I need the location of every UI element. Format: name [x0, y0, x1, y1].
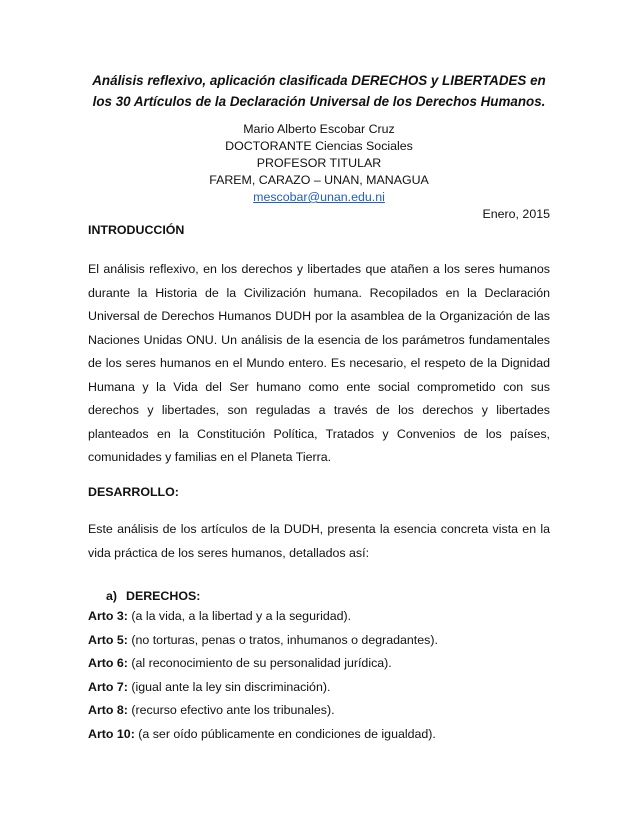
derechos-list — [88, 605, 550, 746]
list-item — [88, 605, 550, 629]
document-date: Enero, 2015 — [482, 207, 550, 221]
author-role-2: PROFESOR TITULAR — [256, 156, 382, 170]
article-text: (no torturas, penas o tratos, inhumanos o degradantes). — [127, 632, 438, 647]
introduccion-heading: INTRODUCCIÓN — [88, 223, 185, 237]
derechos-heading-text: DERECHOS: — [126, 589, 201, 603]
author-email-link[interactable]: mescobar@unan.edu.ni — [253, 190, 385, 204]
article-text: (recurso efectivo ante los tribunales). — [127, 703, 335, 717]
author-affiliation: FAREM, CARAZO – UNAN, MANAGUA — [209, 173, 429, 187]
article-label: Arto 8: — [88, 703, 128, 717]
introduccion-paragraph: El análisis reflexivo, en los derechos y libertades que atañen a los seres humanos durante la Historia de la Civilización humana. Recopilados en la Declaración Universal de Derechos Humanos DUDH por la asamblea de la Organización de las Naciones Unidas ONU. Un análisis de la esencia de los parámetros fundamentales de los seres humanos en el Mundo entero. Es necesario, el respeto de la Dignidad Humana y la Vida del Ser humano como ente social comprometido con sus derechos y libertades, son reguladas a través de los derechos y libertades planteados en la Constitución Política, Tratados y Convenios de los países, comunidades y familias en el Planeta Tierra. — [88, 262, 550, 464]
desarrollo-heading: DESARROLLO: — [88, 485, 179, 499]
list-item — [88, 676, 550, 700]
author-name: Mario Alberto Escobar Cruz — [243, 122, 395, 136]
author-role-1: DOCTORANTE Ciencias Sociales — [225, 139, 413, 153]
article-text: (igual ante la ley sin discriminación). — [127, 679, 331, 694]
document-title — [88, 70, 550, 112]
article-label: Arto 5: — [88, 632, 128, 647]
document-page — [88, 0, 550, 826]
article-label: Arto 10: — [88, 726, 135, 741]
author-block — [88, 121, 550, 206]
title-line-2: los 30 Artículos de la Declaración Universal de los Derechos Humanos. — [92, 94, 546, 109]
list-item — [88, 699, 550, 723]
title-line-1: Análisis reflexivo, aplicación clasificada DERECHOS y LIBERTADES en — [92, 73, 546, 88]
list-item — [88, 723, 550, 747]
article-text: (a la vida, a la libertad y a la seguridad). — [127, 609, 352, 623]
derechos-heading — [106, 588, 200, 605]
article-text: (a ser oído públicamente en condiciones de igualdad). — [134, 726, 436, 741]
list-item — [88, 629, 550, 653]
desarrollo-paragraph: Este análisis de los artículos de la DUDH, presenta la esencia concreta vista en la vida práctica de los seres humanos, detallados así: — [88, 522, 550, 560]
derechos-list-marker: a) — [106, 589, 118, 603]
article-label: Arto 7: — [88, 679, 128, 694]
list-item — [88, 652, 550, 676]
article-label: Arto 3: — [88, 609, 128, 623]
article-text: (al reconocimiento de su personalidad jurídica). — [127, 656, 392, 670]
article-label: Arto 6: — [88, 656, 128, 670]
